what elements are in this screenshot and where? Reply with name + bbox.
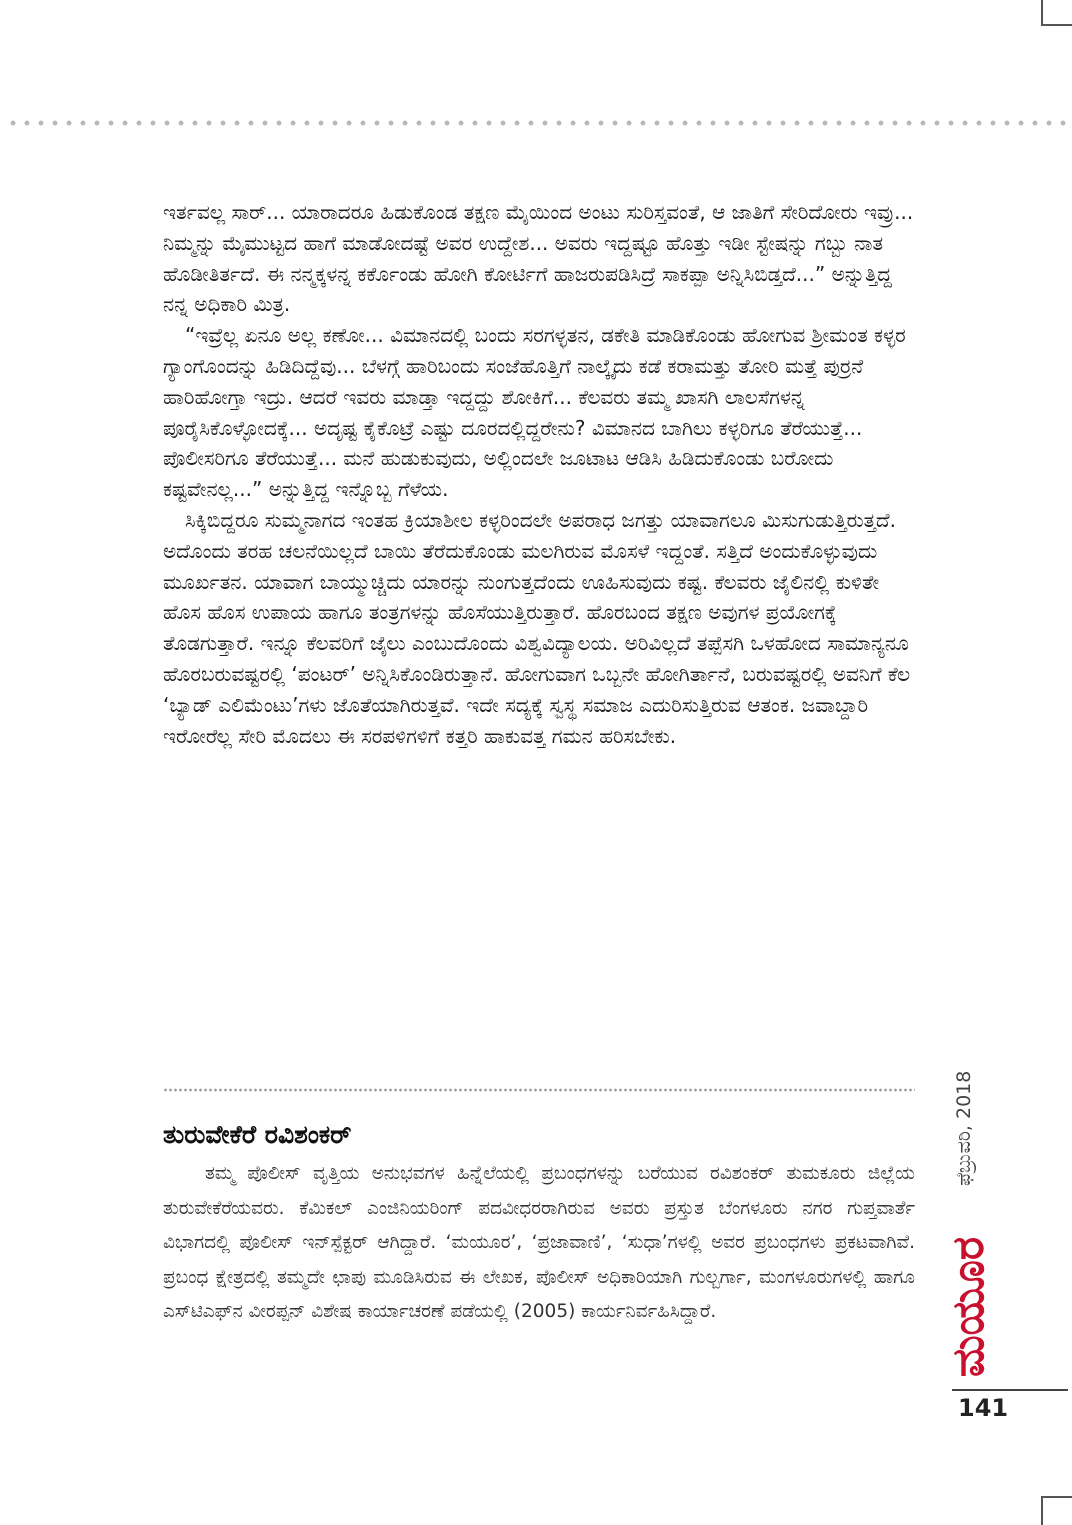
- issue-date: ಫೆಬ್ರುವರಿ, 2018: [953, 1070, 975, 1186]
- top-dotted-separator: [6, 119, 1068, 127]
- crop-mark-bottom-horizontal: [1041, 1496, 1072, 1498]
- article-body: [163, 197, 915, 751]
- author-name: ತುರುವೇಕೆರೆ ರವಿಶಂಕರ್: [163, 1120, 352, 1149]
- page-number: 141: [958, 1394, 1009, 1422]
- author-bio: ತಮ್ಮ ಪೊಲೀಸ್ ವೃತ್ತಿಯ ಅನುಭವಗಳ ಹಿನ್ನೆಲೆಯಲ್ಲಿ ಪ್ರಬಂಧಗಳನ್ನು ಬರೆಯುವ ರವಿಶಂಕರ್ ತುಮಕೂರು ಜಿಲ್ಲೆಯ ತುರುವೇಕೆರೆಯವರು. ಕೆಮಿಕಲ್ ಎಂಜಿನಿಯರಿಂಗ್ ಪದವೀಧರರಾಗಿರುವ ಅವರು ಪ್ರಸ್ತುತ ಬೆಂಗಳೂರು ನಗರ ಗುಪ್ತವಾರ್ತೆ ವಿಭಾಗದಲ್ಲಿ ಪೊಲೀಸ್ ಇನ್‌ಸ್ಪೆಕ್ಟರ್ ಆಗಿದ್ದಾರೆ. ‘ಮಯೂರ’, ‘ಪ್ರಜಾವಾಣಿ’, ‘ಸುಧಾ’ಗಳಲ್ಲಿ ಅವರ ಪ್ರಬಂಧಗಳು ಪ್ರಕಟವಾಗಿವೆ. ಪ್ರಬಂಧ ಕ್ಷೇತ್ರದಲ್ಲಿ ತಮ್ಮದೇ ಛಾಪು ಮೂಡಿಸಿರುವ ಈ ಲೇಖಕ, ಪೊಲೀಸ್ ಅಧಿಕಾರಿಯಾಗಿ ಗುಲ್ಬರ್ಗಾ, ಮಂಗಳೂರುಗಳಲ್ಲಿ ಹಾಗೂ ಎಸ್‌ಟಿಎಫ್‌ನ ವೀರಪ್ಪನ್ ವಿಶೇಷ ಕಾರ್ಯಾಚರಣೆ ಪಡೆಯಲ್ಲಿ (2005) ಕಾರ್ಯನಿರ್ವಹಿಸಿದ್ದಾರೆ.: [163, 1163, 915, 1323]
- paragraph-1: ಇರ್ತವಲ್ಲ ಸಾರ್... ಯಾರಾದರೂ ಹಿಡುಕೊಂಡ ತಕ್ಷಣ ಮೈಯಿಂದ ಅಂಟು ಸುರಿಸ್ತವಂತೆ, ಆ ಜಾತಿಗೆ ಸೇರಿದೋರು ಇವ್ರು... ನಿಮ್ಮನ್ನು ಮೈಮುಟ್ಟದ ಹಾಗೆ ಮಾಡೋದಷ್ಟೆ ಅವರ ಉದ್ದೇಶ... ಅವರು ಇದ್ದಷ್ಟೂ ಹೊತ್ತು ಇಡೀ ಸ್ಟೇಷನ್ನು ಗಬ್ಬು ನಾತ ಹೊಡೀತಿರ್ತದೆ. ಈ ನನ್ಮಕ್ಕಳನ್ನ ಕರ್ಕೊಂಡು ಹೋಗಿ ಕೋರ್ಟಿಗೆ ಹಾಜರುಪಡಿಸಿದ್ರೆ ಸಾಕಪ್ಪಾ ಅನ್ನಿಸಿಬಿಡ್ತದೆ...” ಅನ್ನುತ್ತಿದ್ದ ನನ್ನ ಅಧಿಕಾರಿ ಮಿತ್ರ.: [163, 200, 914, 317]
- paragraph-3: ಸಿಕ್ಕಿಬಿದ್ದರೂ ಸುಮ್ಮನಾಗದ ಇಂತಹ ಕ್ರಿಯಾಶೀಲ ಕಳ್ಳರಿಂದಲೇ ಅಪರಾಧ ಜಗತ್ತು ಯಾವಾಗಲೂ ಮಿಸುಗುಡುತ್ತಿರುತ್ತದೆ. ಅದೊಂದು ತರಹ ಚಲನೆಯಿಲ್ಲದೆ ಬಾಯಿ ತೆರೆದುಕೊಂಡು ಮಲಗಿರುವ ಮೊಸಳೆ ಇದ್ದಂತೆ. ಸತ್ತಿದೆ ಅಂದುಕೊಳ್ಳುವುದು ಮೂರ್ಖತನ. ಯಾವಾಗ ಬಾಯ್ಮುಚ್ಚಿದು ಯಾರನ್ನು ನುಂಗುತ್ತದೆಂದು ಊಹಿಸುವುದು ಕಷ್ಟ. ಕೆಲವರು ಜೈಲಿನಲ್ಲಿ ಕುಳಿತೇ ಹೊಸ ಹೊಸ ಉಪಾಯ ಹಾಗೂ ತಂತ್ರಗಳನ್ನು ಹೊಸೆಯುತ್ತಿರುತ್ತಾರೆ. ಹೊರಬಂದ ತಕ್ಷಣ ಅವುಗಳ ಪ್ರಯೋಗಕ್ಕೆ ತೊಡಗುತ್ತಾರೆ. ಇನ್ನೂ ಕೆಲವರಿಗೆ ಜೈಲು ಎಂಬುದೊಂದು ವಿಶ್ವವಿದ್ಯಾಲಯ. ಅರಿವಿಲ್ಲದೆ ತಪ್ಪೆಸಗಿ ಒಳಹೋದ ಸಾಮಾನ್ಯನೂ ಹೊರಬರುವಷ್ಟರಲ್ಲಿ ‘ಪಂಟರ್’ ಅನ್ನಿಸಿಕೊಂಡಿರುತ್ತಾನೆ. ಹೋಗುವಾಗ ಒಬ್ಬನೇ ಹೋಗಿರ್ತಾನೆ, ಬರುವಷ್ಟರಲ್ಲಿ ಅವನಿಗೆ ಕೆಲ ‘ಬ್ಯಾಡ್ ಎಲಿಮೆಂಟು’ಗಳು ಜೊತೆಯಾಗಿರುತ್ತವೆ. ಇದೇ ಸದ್ಯಕ್ಕೆ ಸ್ವಸ್ಥ ಸಮಾಜ ಎದುರಿಸುತ್ತಿರುವ ಆತಂಕ. ಜವಾಬ್ದಾರಿ ಇರೋರೆಲ್ಲ ಸೇರಿ ಮೊದಲು ಈ ಸರಪಳಿಗಳಿಗೆ ಕತ್ತರಿ ಹಾಕುವತ್ತ ಗಮನ ಹರಿಸಬೇಕು.: [163, 507, 911, 748]
- page-number-rule: [952, 1389, 1068, 1391]
- magazine-logo: ಮಯೂರ: [943, 1236, 994, 1378]
- crop-mark-top-horizontal: [1041, 24, 1072, 26]
- crop-mark-top-vertical: [1041, 0, 1043, 26]
- author-dotted-separator: [163, 1088, 915, 1092]
- crop-mark-bottom-vertical: [1041, 1496, 1043, 1525]
- paragraph-2: “ಇವ್ರೆಲ್ಲ ಏನೂ ಅಲ್ಲ ಕಣೋ... ವಿಮಾನದಲ್ಲಿ ಬಂದು ಸರಗಳ್ಳತನ, ಡಕೇತಿ ಮಾಡಿಕೊಂಡು ಹೋಗುವ ಶ್ರೀಮಂತ ಕಳ್ಳರ ಗ್ಯಾಂಗೊಂದನ್ನು ಹಿಡಿದಿದ್ದೆವು... ಬೆಳಗ್ಗೆ ಹಾರಿಬಂದು ಸಂಜೆಹೊತ್ತಿಗೆ ನಾಲ್ಕೈದು ಕಡೆ ಕರಾಮತ್ತು ತೋರಿ ಮತ್ತೆ ಪುರ್ರನೆ ಹಾರಿಹೋಗ್ತಾ ಇದ್ರು. ಆದರೆ ಇವರು ಮಾಡ್ತಾ ಇದ್ದದ್ದು ಶೋಕಿಗೆ... ಕೆಲವರು ತಮ್ಮ ಖಾಸಗಿ ಲಾಲಸೆಗಳನ್ನ ಪೂರೈಸಿಕೊಳ್ಳೋದಕ್ಕೆ... ಅದೃಷ್ಟ ಕೈಕೊಟ್ರೆ ಎಷ್ಟು ದೂರದಲ್ಲಿದ್ದರೇನು? ವಿಮಾನದ ಬಾಗಿಲು ಕಳ್ಳರಿಗೂ ತೆರೆಯುತ್ತೆ... ಪೊಲೀಸರಿಗೂ ತೆರೆಯುತ್ತೆ... ಮನೆ ಹುಡುಕುವುದು, ಅಲ್ಲಿಂದಲೇ ಜೂಟಾಟ ಆಡಿಸಿ ಹಿಡಿದುಕೊಂಡು ಬರೋದು ಕಷ್ಟವೇನಲ್ಲ...” ಅನ್ನುತ್ತಿದ್ದ ಇನ್ನೊಬ್ಬ ಗೆಳೆಯ.: [163, 323, 906, 502]
